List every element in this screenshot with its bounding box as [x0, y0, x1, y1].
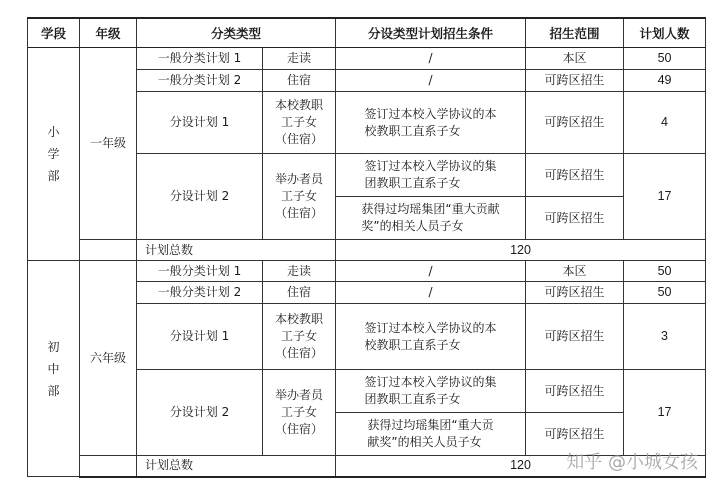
condition-text: 签订过本校入学协议的本 校教职工直系子女	[364, 320, 497, 352]
header-category: 分类类型	[137, 18, 336, 48]
plan-cell: 分设计划 1	[137, 304, 263, 370]
range-cell: 可跨区招生	[526, 413, 624, 456]
condition-text: 获得过均瑶集团“重大贡献 奖”的相关人员子女	[361, 202, 500, 233]
total-label: 计划总数	[137, 240, 336, 261]
type-cell: 住宿	[263, 282, 336, 304]
table-row	[28, 48, 706, 70]
range-cell: 可跨区招生	[526, 370, 624, 413]
condition-text: 获得过均瑶集团“重大贡 献奖”的相关人员子女	[367, 418, 494, 449]
range-cell: 可跨区招生	[526, 70, 624, 92]
count-cell: 17	[624, 370, 706, 456]
condition-cell	[336, 197, 526, 240]
grade-cell: 六年级	[80, 261, 137, 456]
plan-cell: 分设计划 2	[137, 370, 263, 456]
condition-text: 签订过本校入学协议的本 校教职工直系子女	[364, 106, 497, 138]
count-cell: 50	[624, 282, 706, 304]
plan-cell: 分设计划 1	[137, 92, 263, 154]
condition-cell	[336, 154, 526, 197]
type-cell: 走读	[263, 48, 336, 70]
range-cell: 可跨区招生	[526, 197, 624, 240]
condition-cell	[336, 92, 526, 154]
type-cell: 走读	[263, 261, 336, 282]
count-cell: 49	[624, 70, 706, 92]
table-row	[28, 261, 706, 282]
plan-cell: 分设计划 2	[137, 154, 263, 240]
count-cell: 17	[624, 154, 706, 240]
enrollment-plan-table	[27, 17, 706, 478]
header-stage: 学段	[28, 18, 80, 48]
type-cell: 住宿	[263, 70, 336, 92]
total-label: 计划总数	[137, 456, 336, 477]
condition-cell: /	[336, 282, 526, 304]
plan-cell: 一般分类计划 2	[137, 70, 263, 92]
condition-cell: /	[336, 261, 526, 282]
condition-cell: /	[336, 70, 526, 92]
total-spacer	[80, 456, 137, 477]
total-row	[28, 240, 706, 261]
plan-cell: 一般分类计划 1	[137, 48, 263, 70]
plan-cell: 一般分类计划 2	[137, 282, 263, 304]
total-value: 120	[336, 456, 706, 477]
condition-cell	[336, 413, 526, 456]
header-grade: 年级	[80, 18, 137, 48]
type-cell: 举办者员 工子女 （住宿）	[263, 154, 336, 240]
count-cell: 3	[624, 304, 706, 370]
type-cell: 本校教职 工子女 （住宿）	[263, 304, 336, 370]
range-cell: 可跨区招生	[526, 92, 624, 154]
grade-cell: 一年级	[80, 48, 137, 240]
range-cell: 可跨区招生	[526, 282, 624, 304]
range-cell: 本区	[526, 48, 624, 70]
header-range: 招生范围	[526, 18, 624, 48]
range-cell: 可跨区招生	[526, 304, 624, 370]
header-count: 计划人数	[624, 18, 706, 48]
header-row	[28, 18, 706, 48]
range-cell: 可跨区招生	[526, 154, 624, 197]
type-cell: 举办者员 工子女 （住宿）	[263, 370, 336, 456]
type-cell: 本校教职 工子女 （住宿）	[263, 92, 336, 154]
count-cell: 50	[624, 48, 706, 70]
count-cell: 4	[624, 92, 706, 154]
stage-cell: 初 中 部	[28, 261, 80, 477]
condition-text: 签订过本校入学协议的集 团教职工直系子女	[364, 375, 497, 406]
total-spacer	[80, 240, 137, 261]
stage-cell: 小 学 部	[28, 48, 80, 261]
header-conditions: 分设类型计划招生条件	[336, 18, 526, 48]
condition-cell	[336, 370, 526, 413]
condition-text: 签订过本校入学协议的集 团教职工直系子女	[364, 159, 497, 190]
watermark-text: 知乎 @小城女孩	[566, 452, 698, 473]
total-value: 120	[336, 240, 706, 261]
plan-cell: 一般分类计划 1	[137, 261, 263, 282]
condition-cell: /	[336, 48, 526, 70]
count-cell: 50	[624, 261, 706, 282]
range-cell: 本区	[526, 261, 624, 282]
condition-cell	[336, 304, 526, 370]
